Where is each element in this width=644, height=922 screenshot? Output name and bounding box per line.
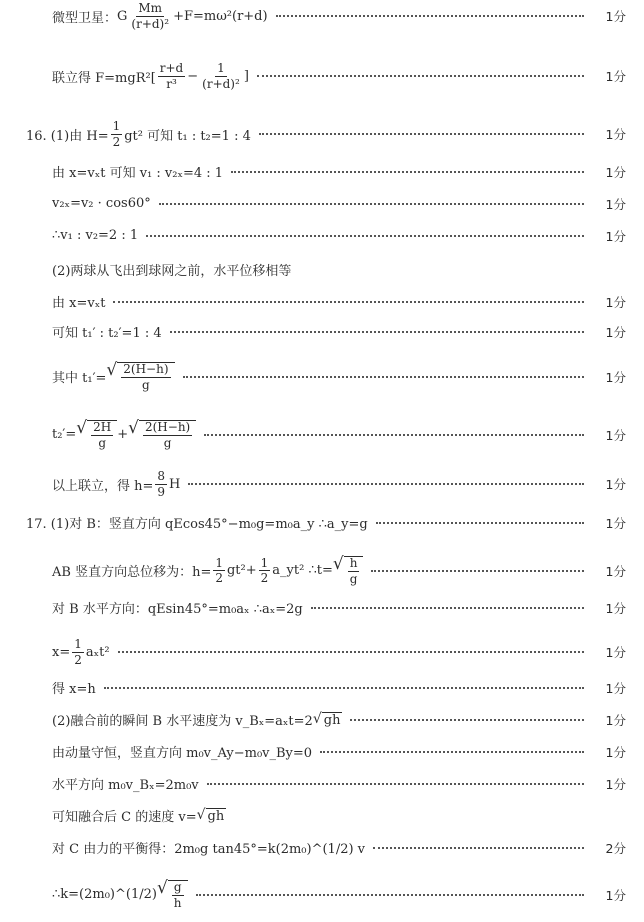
solution-line	[0, 120, 644, 148]
square-root	[313, 712, 343, 728]
solution-line	[0, 322, 644, 341]
text-run: gt² 可知 t₁ : t₂=1 : 4	[124, 128, 251, 144]
text-run: 对 B 水平方向：qEsin45°=m₀aₓ ∴aₓ=2g	[52, 602, 303, 617]
score-label: 1分	[605, 69, 626, 85]
fraction-numerator: 1	[217, 61, 225, 75]
dotted-leader	[373, 847, 584, 849]
dotted-leader	[188, 483, 584, 485]
score-label: 2分	[605, 840, 626, 856]
text-run: AB 竖直方向总位移为：h=	[52, 565, 212, 581]
line-text	[52, 806, 226, 825]
radical-sign: √	[312, 710, 322, 727]
solution-line	[0, 2, 644, 30]
line-text	[52, 710, 342, 729]
fraction	[91, 421, 113, 449]
fraction	[129, 2, 171, 30]
text-run: 以上联立，得 h=	[52, 478, 154, 494]
radical-sign: √	[156, 878, 168, 898]
line-text	[26, 120, 251, 148]
text-run: aₓt²	[85, 644, 110, 660]
fraction	[213, 557, 225, 585]
text-run: 对 C 由力的平衡得：2m₀g tan45°=k(2m₀)^(1/2) v	[52, 842, 366, 857]
fraction	[172, 881, 184, 909]
fraction-numerator: 1	[215, 555, 223, 570]
score-label: 1分	[605, 515, 626, 531]
fraction	[158, 62, 185, 90]
text-run: 水平方向 m₀v_Bₓ=2m₀v	[52, 778, 199, 793]
solution-line	[0, 678, 644, 697]
dotted-leader	[257, 75, 584, 77]
text-run: 联立得 F=mgR²[	[52, 70, 156, 86]
text-run: 17. (1)对 B：竖直方向 qEcos45°−m₀g=m₀a_y ∴a_y=g	[26, 517, 368, 532]
score-label: 1分	[605, 744, 626, 760]
text-run: 由 x=vₓt 可知 v₁ : v₂ₓ=4 : 1	[52, 166, 224, 181]
solution-line	[0, 196, 644, 211]
score-label: 1分	[605, 477, 626, 493]
radicand: gh	[207, 808, 225, 824]
solution-line	[0, 638, 644, 666]
text-run: −	[187, 68, 199, 84]
fraction-denominator: 2	[112, 134, 121, 149]
text-run: 得 x=h	[52, 682, 96, 697]
score-label: 1分	[605, 324, 626, 340]
solution-line	[0, 710, 644, 729]
solution-line	[0, 513, 644, 532]
line-text	[52, 292, 105, 311]
solution-line	[0, 62, 644, 90]
fraction	[121, 363, 170, 391]
radical-sign: √	[76, 418, 88, 438]
dotted-leader	[183, 376, 584, 378]
radicand	[344, 556, 364, 585]
fraction	[111, 120, 123, 148]
square-root	[333, 556, 364, 585]
text-run: H	[169, 476, 181, 492]
dotted-leader	[118, 651, 584, 653]
fraction-numerator: r+d	[159, 61, 184, 75]
solution-line	[0, 774, 644, 793]
text-run: ∴v₁ : v₂=2 : 1	[52, 228, 139, 243]
score-label: 1分	[605, 645, 626, 661]
line-text	[52, 196, 151, 211]
fraction-numerator: 1	[74, 637, 82, 651]
square-root	[128, 420, 196, 449]
line-text	[52, 162, 223, 181]
line-text	[52, 322, 162, 341]
text-run: a_yt² ∴t=	[272, 563, 333, 579]
line-text	[52, 598, 303, 617]
line-text	[52, 260, 291, 279]
score-label: 1分	[605, 600, 626, 616]
line-text	[52, 362, 175, 391]
dotted-leader	[231, 171, 584, 173]
text-run: v₂ₓ=v₂ · cos60°	[52, 196, 151, 211]
text-run: (2)两球从飞出到球网之前，水平位移相等	[52, 264, 292, 279]
dotted-leader	[113, 301, 584, 303]
dotted-leader	[311, 607, 584, 609]
fraction-numerator: g	[173, 880, 182, 894]
score-label: 1分	[605, 776, 626, 792]
fraction-numerator: 8	[157, 469, 166, 483]
text-run: 由动量守恒，竖直方向 m₀v_Ay−m₀v_By=0	[52, 746, 313, 761]
fraction-numerator: 1	[260, 555, 269, 570]
fraction-numerator: 1	[112, 119, 121, 133]
radicand	[117, 362, 174, 391]
text-run: 微型卫星：	[52, 10, 118, 26]
fraction	[259, 557, 271, 585]
line-text	[52, 2, 268, 30]
solution-line	[0, 162, 644, 181]
line-text	[52, 880, 188, 909]
fraction-denominator: g	[98, 435, 107, 450]
fraction-numerator: 2(H−h)	[123, 362, 169, 376]
dotted-leader	[350, 719, 584, 721]
fraction	[72, 638, 84, 666]
text-run: 由 x=vₓt	[52, 296, 106, 311]
square-root	[157, 880, 188, 909]
dotted-leader	[170, 331, 584, 333]
text-run: +	[117, 427, 129, 443]
text-run: 16. (1)由 H=	[26, 128, 109, 144]
score-label: 1分	[605, 427, 626, 443]
radical-sign: √	[128, 418, 139, 438]
dotted-leader	[146, 235, 584, 237]
text-run: G	[117, 8, 128, 24]
line-text	[52, 228, 138, 243]
score-label: 1分	[605, 196, 626, 212]
line-text	[52, 678, 96, 697]
line-text	[52, 638, 110, 666]
text-run: gt²+	[226, 563, 257, 579]
fraction-denominator: (r+d)²	[202, 76, 240, 91]
line-text	[52, 420, 196, 449]
fraction-denominator: g	[142, 377, 150, 392]
fraction-denominator: r³	[166, 76, 177, 91]
dotted-leader	[207, 783, 584, 785]
text-run: 可知融合后 C 的速度 v=	[52, 810, 197, 825]
fraction-numerator: h	[349, 556, 358, 570]
dotted-leader	[320, 751, 584, 753]
text-run: (2)融合前的瞬间 B 水平速度为 v_Bₓ=aₓt=2	[52, 714, 313, 729]
solution-line	[0, 470, 644, 498]
radicand	[139, 420, 196, 449]
text-run: ]	[243, 68, 249, 84]
solution-line	[0, 362, 644, 391]
score-label: 1分	[605, 563, 626, 579]
line-text	[52, 742, 312, 761]
solution-line	[0, 556, 644, 585]
line-text	[52, 470, 180, 498]
score-label: 1分	[605, 369, 626, 385]
fraction-denominator: g	[163, 435, 172, 450]
line-text	[26, 513, 368, 532]
dotted-leader	[259, 133, 584, 135]
score-label: 1分	[605, 127, 626, 143]
fraction-denominator: g	[349, 571, 358, 586]
text-run: 可知 t₁′ : t₂′=1 : 4	[52, 326, 162, 341]
square-root	[106, 362, 174, 391]
fraction-denominator: 2	[215, 571, 223, 586]
solution-line	[0, 838, 644, 857]
solution-line	[0, 420, 644, 449]
score-label: 1分	[605, 712, 626, 728]
solution-line	[0, 598, 644, 617]
score-label: 1分	[605, 164, 626, 180]
solution-line	[0, 292, 644, 311]
score-label: 1分	[605, 294, 626, 310]
line-text	[52, 556, 363, 585]
line-text	[52, 774, 199, 793]
dotted-leader	[204, 434, 584, 436]
square-root	[197, 808, 227, 824]
fraction-numerator: 2(H−h)	[144, 420, 191, 434]
score-label: 1分	[605, 680, 626, 696]
radicand: gh	[323, 712, 341, 728]
radical-sign: √	[332, 554, 344, 574]
fraction	[143, 421, 192, 449]
solution-line	[0, 228, 644, 243]
solution-line	[0, 742, 644, 761]
radicand	[87, 420, 117, 449]
fraction-denominator: 9	[157, 484, 166, 499]
fraction-numerator: Mm	[138, 1, 163, 15]
line-text	[52, 838, 365, 857]
text-run: +F=mω²(r+d)	[173, 8, 268, 24]
fraction	[200, 62, 242, 90]
dotted-leader	[196, 894, 584, 896]
fraction-denominator: h	[173, 895, 182, 910]
dotted-leader	[104, 687, 584, 689]
fraction-denominator: 2	[260, 571, 269, 586]
score-label: 1分	[605, 887, 626, 903]
fraction-denominator: 2	[74, 652, 82, 667]
score-label: 1分	[605, 228, 626, 244]
solution-line	[0, 260, 644, 279]
score-label: 1分	[605, 9, 626, 25]
solution-line	[0, 806, 644, 825]
fraction-numerator: 2H	[93, 420, 112, 434]
text-run: x=	[52, 644, 71, 660]
square-root	[76, 420, 117, 449]
line-text	[52, 62, 249, 90]
dotted-leader	[371, 570, 584, 572]
radical-sign: √	[196, 806, 206, 823]
fraction	[155, 470, 167, 498]
solution-line	[0, 880, 644, 909]
radical-sign: √	[106, 360, 118, 380]
fraction	[348, 557, 360, 585]
dotted-leader	[159, 203, 584, 205]
text-run: t₂′=	[52, 427, 77, 443]
text-run: 其中 t₁′=	[52, 371, 107, 387]
text-run: ∴k=(2m₀)^(1/2)	[52, 887, 157, 903]
fraction-denominator: (r+d)²	[131, 16, 170, 31]
dotted-leader	[276, 15, 584, 17]
radicand	[168, 880, 188, 909]
dotted-leader	[376, 522, 584, 524]
